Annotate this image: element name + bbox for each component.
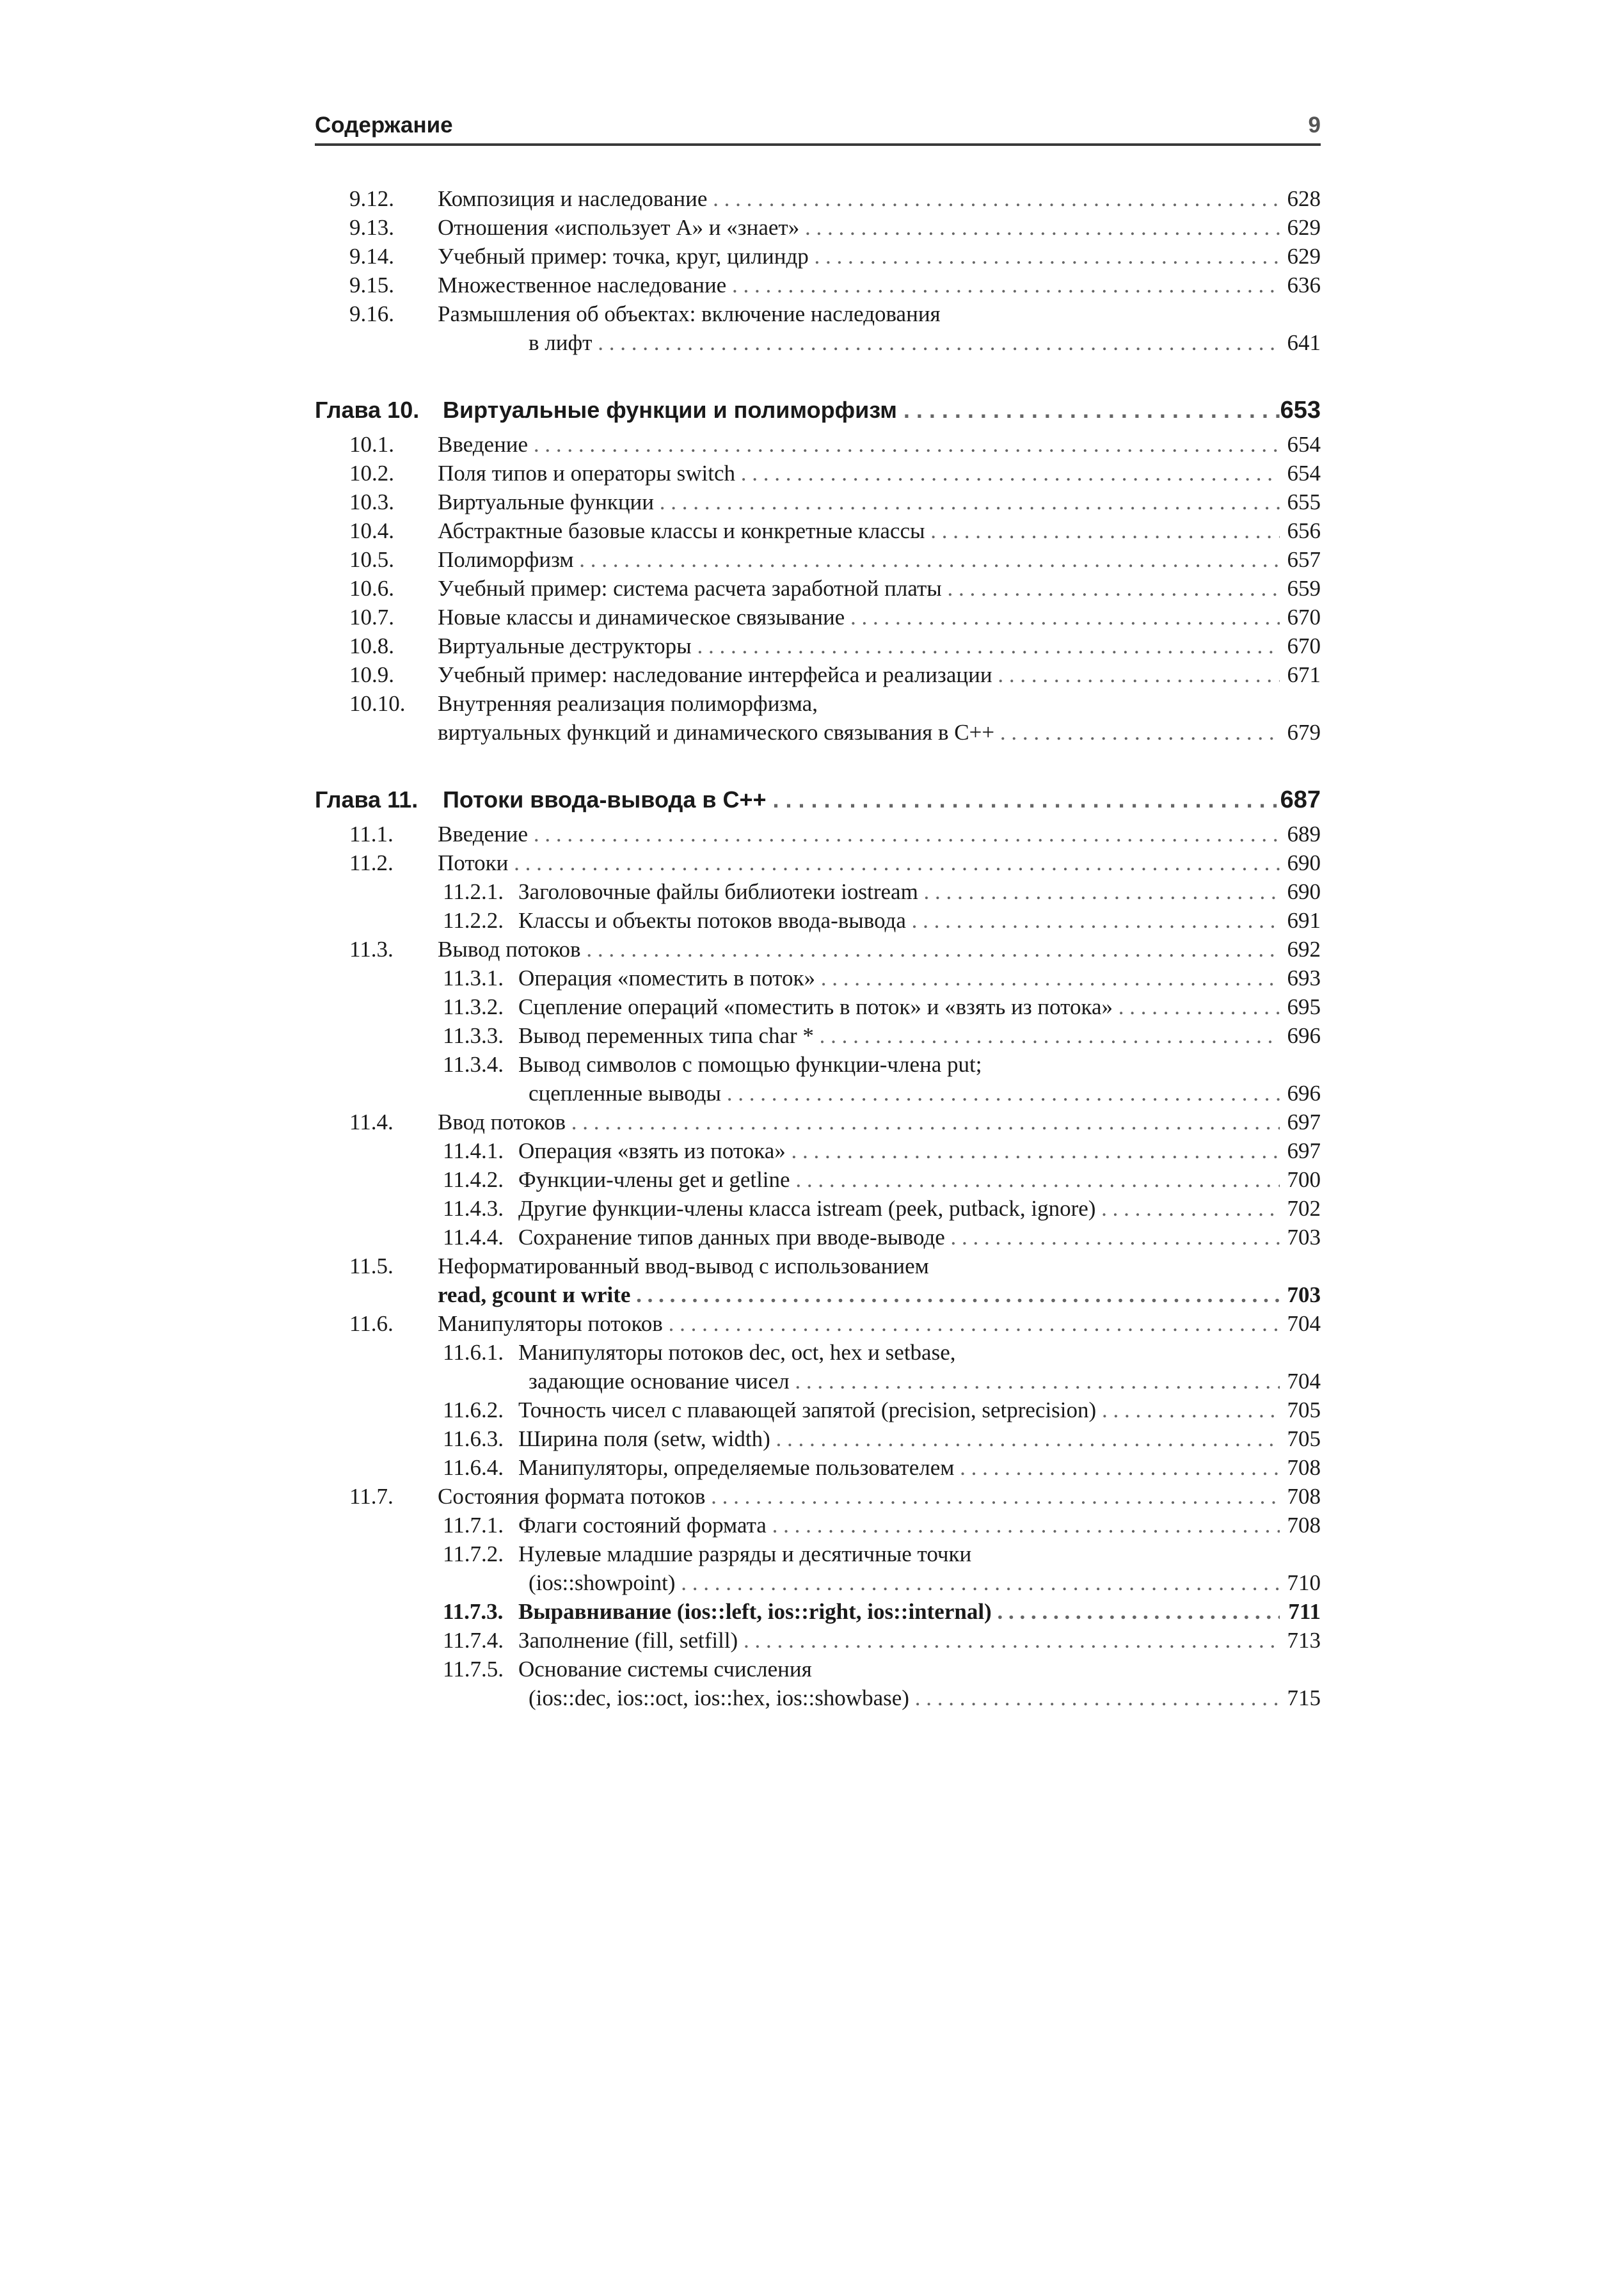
toc-entry-number: 9.12. [349, 186, 394, 211]
toc-entry-title: Учебный пример: наследование интерфейса и реализации . . . [438, 660, 1280, 689]
toc-entry [315, 1626, 1321, 1655]
toc-entry-number: 11.2.2. [443, 908, 504, 933]
toc-entry-title: Абстрактные базовые классы и конкретные классы . . . [438, 516, 1280, 545]
toc-entry-number: 11.3.4. [443, 1052, 504, 1077]
toc-entry-number: 9.15. [349, 273, 394, 298]
toc-entry-page: 670 [1287, 633, 1321, 658]
toc-entry-number: 10.9. [349, 662, 394, 687]
toc-entry-page: 670 [1287, 605, 1321, 630]
toc-entry-number: 11.4.3. [443, 1196, 504, 1221]
toc-entry-title: Классы и объекты потоков ввода-вывода . . . [518, 906, 1280, 935]
toc-entry-page: 691 [1287, 908, 1321, 933]
toc-entry [315, 1108, 1321, 1136]
toc-entry-page: 629 [1287, 215, 1321, 240]
toc-entry-number: 9.13. [349, 215, 394, 240]
toc-entry-title: Учебный пример: система расчета заработной платы . . . [438, 574, 1280, 603]
toc-entry-title: Заполнение (fill, setfill) . . . [518, 1626, 1280, 1655]
toc-entry-page: 700 [1287, 1167, 1321, 1192]
toc-entry-number: 11.3.3. [443, 1023, 504, 1048]
toc-entry-page: 703 [1287, 1282, 1321, 1307]
toc-entry-number: 10.5. [349, 547, 394, 572]
toc-entry-number: 11.4. [349, 1110, 394, 1134]
toc-entry-page: 696 [1287, 1023, 1321, 1048]
toc-entry-title: Внутренняя реализация полиморфизма, [438, 691, 818, 716]
section-gap [315, 357, 1321, 390]
toc-entry-title: Точность чисел с плавающей запятой (precision, setprecision) . . . [518, 1396, 1280, 1424]
toc-entry-title: Манипуляторы потоков dec, oct, hex и setbase, [518, 1340, 956, 1365]
toc-chapter-entry [315, 390, 1321, 430]
toc-entry-title: Манипуляторы, определяемые пользователем . . . [518, 1453, 1280, 1482]
toc-entry-page: 629 [1287, 244, 1321, 269]
toc-entry-page: 653 [1280, 397, 1321, 424]
toc-entry [315, 1050, 1321, 1079]
toc-entry-page: 695 [1287, 994, 1321, 1019]
toc-entry [315, 1309, 1321, 1338]
toc-entry [315, 242, 1321, 271]
toc-entry-number: 11.5. [349, 1254, 394, 1278]
toc-entry-page: 657 [1287, 547, 1321, 572]
toc-entry-title: (ios::dec, ios::oct, ios::hex, ios::showbase) . . . [529, 1684, 1280, 1712]
toc-entry [315, 1540, 1321, 1568]
toc-entry-number: 11.7.4. [443, 1628, 504, 1653]
toc-entry-number: 9.16. [349, 301, 394, 326]
toc-entry-page: 656 [1287, 518, 1321, 543]
toc-entry-page: 690 [1287, 850, 1321, 875]
toc-entry-title: Сцепление операций «поместить в поток» и «взять из потока» . . . [518, 992, 1280, 1021]
toc-entry [315, 574, 1321, 603]
toc-entry [315, 1597, 1321, 1626]
table-of-contents [315, 184, 1321, 1712]
toc-entry [315, 1424, 1321, 1453]
toc-entry-title: Операция «поместить в поток» . . . [518, 964, 1280, 992]
toc-entry-title: Виртуальные деструкторы . . . [438, 632, 1280, 660]
toc-entry-number: 11.7.3. [443, 1599, 504, 1624]
toc-entry-title: Введение . . . [438, 430, 1280, 459]
toc-entry [315, 689, 1321, 718]
toc-entry [315, 1367, 1321, 1396]
toc-entry-page: 671 [1287, 662, 1321, 687]
toc-entry-page: 705 [1287, 1397, 1321, 1422]
toc-entry-number: 11.2. [349, 850, 394, 875]
toc-entry-page: 697 [1287, 1110, 1321, 1134]
toc-entry [315, 1655, 1321, 1684]
toc-entry [315, 516, 1321, 545]
toc-entry-page: 687 [1280, 786, 1321, 813]
toc-entry [315, 718, 1321, 747]
toc-entry-title: Вывод символов с помощью функции-члена put; [518, 1052, 982, 1077]
toc-entry-number: 11.6.2. [443, 1397, 504, 1422]
toc-entry-number: 11.4.2. [443, 1167, 504, 1192]
toc-entry-title: в лифт . . . [529, 328, 1280, 357]
toc-entry-title: Виртуальные функции и полиморфизм . . . [443, 390, 1280, 430]
toc-entry [315, 213, 1321, 242]
toc-entry-number: 11.3.2. [443, 994, 504, 1019]
toc-entry-title: Размышления об объектах: включение наследования [438, 301, 941, 326]
toc-entry-number: 11.2.1. [443, 879, 504, 904]
toc-entry-title: сцепленные выводы . . . [529, 1079, 1280, 1108]
toc-entry-title: виртуальных функций и динамического связывания в С++ . . . [438, 718, 1280, 747]
toc-entry-number: 10.10. [349, 691, 406, 716]
toc-entry-number: 11.6.4. [443, 1455, 504, 1480]
toc-entry-number: 10.6. [349, 576, 394, 601]
toc-entry-page: 655 [1287, 490, 1321, 514]
toc-entry-title: Функции-члены get и getline . . . [518, 1165, 1280, 1194]
toc-entry [315, 1136, 1321, 1165]
toc-entry-title: Ширина поля (setw, width) . . . [518, 1424, 1280, 1453]
toc-entry-number: 11.4.1. [443, 1138, 504, 1163]
toc-entry [315, 1453, 1321, 1482]
toc-entry-number: 11.6. [349, 1311, 394, 1336]
toc-entry-number: 11.7. [349, 1484, 394, 1509]
toc-entry-page: 704 [1287, 1369, 1321, 1394]
toc-entry-number: 10.3. [349, 490, 394, 514]
toc-entry-title: Поля типов и операторы switch . . . [438, 459, 1280, 488]
toc-entry-number: 11.7.2. [443, 1541, 504, 1566]
toc-entry-page: 654 [1287, 432, 1321, 457]
toc-entry [315, 299, 1321, 328]
toc-entry-title: Неформатированный ввод-вывод с использованием [438, 1254, 929, 1278]
toc-entry-number: 11.7.5. [443, 1657, 504, 1682]
toc-entry [315, 906, 1321, 935]
toc-entry-page: 628 [1287, 186, 1321, 211]
toc-entry-title: Композиция и наследование . . . [438, 184, 1280, 213]
toc-entry-title: Отношения «использует А» и «знает» . . . [438, 213, 1280, 242]
toc-entry [315, 877, 1321, 906]
toc-entry-title: (ios::showpoint) . . . [529, 1568, 1280, 1597]
toc-entry-title: Ввод потоков . . . [438, 1108, 1280, 1136]
running-header-page-number: 9 [1308, 113, 1321, 138]
toc-entry-page: 704 [1287, 1311, 1321, 1336]
toc-entry [315, 992, 1321, 1021]
toc-entry-title: задающие основание чисел . . . [529, 1367, 1280, 1396]
toc-entry-page: 715 [1287, 1685, 1321, 1710]
toc-entry-page: 705 [1287, 1426, 1321, 1451]
toc-entry-number: 11.6.1. [443, 1340, 504, 1365]
toc-entry-title: Множественное наследование . . . [438, 271, 1280, 299]
toc-entry-page: 713 [1287, 1628, 1321, 1653]
toc-entry-title: Введение . . . [438, 820, 1280, 848]
toc-entry [315, 1280, 1321, 1309]
toc-entry-number: Глава 11. [315, 786, 418, 813]
toc-entry-page: 679 [1287, 720, 1321, 745]
running-header-title: Содержание [315, 113, 453, 138]
toc-entry-number: 11.7.1. [443, 1513, 504, 1538]
toc-entry-title: Потоки . . . [438, 848, 1280, 877]
toc-entry-title: Виртуальные функции . . . [438, 488, 1280, 516]
toc-entry [315, 1252, 1321, 1280]
toc-entry [315, 1223, 1321, 1252]
toc-entry [315, 184, 1321, 213]
toc-entry [315, 328, 1321, 357]
toc-entry-title: Полиморфизм . . . [438, 545, 1280, 574]
toc-entry-page: 692 [1287, 937, 1321, 962]
toc-entry-title: Нулевые младшие разряды и десятичные точки [518, 1541, 972, 1566]
toc-entry-page: 708 [1287, 1513, 1321, 1538]
toc-entry-page: 654 [1287, 461, 1321, 486]
toc-entry-number: 11.4.4. [443, 1225, 504, 1250]
toc-entry-number: 11.6.3. [443, 1426, 504, 1451]
toc-entry-page: 636 [1287, 273, 1321, 298]
toc-entry-title: Основание системы счисления [518, 1657, 812, 1682]
toc-entry [315, 603, 1321, 632]
toc-entry-number: 10.2. [349, 461, 394, 486]
toc-entry [315, 1079, 1321, 1108]
toc-entry-page: 710 [1287, 1570, 1321, 1595]
toc-entry-page: 696 [1287, 1081, 1321, 1106]
toc-entry [315, 820, 1321, 848]
toc-entry [315, 1511, 1321, 1540]
toc-entry-title: Выравнивание (ios::left, ios::right, ios::internal) . . . [518, 1597, 1280, 1626]
toc-entry-number: 11.3.1. [443, 966, 504, 991]
toc-entry-title: Потоки ввода-вывода в С++ . . . [443, 780, 1280, 820]
toc-entry-page: 641 [1287, 330, 1321, 355]
toc-entry [315, 1568, 1321, 1597]
toc-entry-page: 697 [1287, 1138, 1321, 1163]
toc-chapter-entry [315, 780, 1321, 820]
toc-entry [315, 964, 1321, 992]
running-header [315, 110, 1321, 146]
toc-entry-page: 708 [1287, 1455, 1321, 1480]
toc-entry [315, 1021, 1321, 1050]
toc-entry-number: 10.7. [349, 605, 394, 630]
toc-entry [315, 1165, 1321, 1194]
toc-entry-page: 659 [1287, 576, 1321, 601]
toc-entry-number: 10.8. [349, 633, 394, 658]
toc-entry [315, 1396, 1321, 1424]
section-gap [315, 747, 1321, 780]
toc-entry [315, 430, 1321, 459]
toc-entry-number: 10.1. [349, 432, 394, 457]
toc-entry-title: Другие функции-члены класса istream (peek, putback, ignore) . . . [518, 1194, 1280, 1223]
toc-entry [315, 660, 1321, 689]
toc-entry-number: 11.1. [349, 822, 394, 847]
toc-entry [315, 848, 1321, 877]
toc-entry-page: 702 [1287, 1196, 1321, 1221]
toc-entry-title: Операция «взять из потока» . . . [518, 1136, 1280, 1165]
toc-entry [315, 1338, 1321, 1367]
toc-entry [315, 1482, 1321, 1511]
toc-entry [315, 545, 1321, 574]
toc-entry [315, 935, 1321, 964]
toc-entry-number: Глава 10. [315, 397, 420, 423]
toc-entry-title: Состояния формата потоков . . . [438, 1482, 1280, 1511]
toc-entry-title: Сохранение типов данных при вводе-выводе . . . [518, 1223, 1280, 1252]
toc-entry-page: 693 [1287, 966, 1321, 991]
toc-entry-title: read, gcount и write . . . [438, 1280, 1280, 1309]
toc-entry-title: Вывод потоков . . . [438, 935, 1280, 964]
toc-entry-number: 11.3. [349, 937, 394, 962]
toc-entry-title: Флаги состояний формата . . . [518, 1511, 1280, 1540]
toc-entry-number: 9.14. [349, 244, 394, 269]
toc-entry-title: Заголовочные файлы библиотеки iostream . . . [518, 877, 1280, 906]
toc-entry-page: 689 [1287, 822, 1321, 847]
toc-entry [315, 632, 1321, 660]
toc-entry [315, 1684, 1321, 1712]
toc-entry-page: 711 [1288, 1599, 1321, 1624]
toc-entry-title: Новые классы и динамическое связывание . . . [438, 603, 1280, 632]
toc-entry-page: 708 [1287, 1484, 1321, 1509]
toc-entry [315, 488, 1321, 516]
toc-entry [315, 1194, 1321, 1223]
toc-entry-page: 703 [1287, 1225, 1321, 1250]
toc-entry [315, 459, 1321, 488]
toc-entry-page: 690 [1287, 879, 1321, 904]
toc-entry [315, 271, 1321, 299]
toc-entry-title: Манипуляторы потоков . . . [438, 1309, 1280, 1338]
toc-entry-number: 10.4. [349, 518, 394, 543]
toc-entry-title: Учебный пример: точка, круг, цилиндр . . . [438, 242, 1280, 271]
toc-entry-title: Вывод переменных типа char * . . . [518, 1021, 1280, 1050]
